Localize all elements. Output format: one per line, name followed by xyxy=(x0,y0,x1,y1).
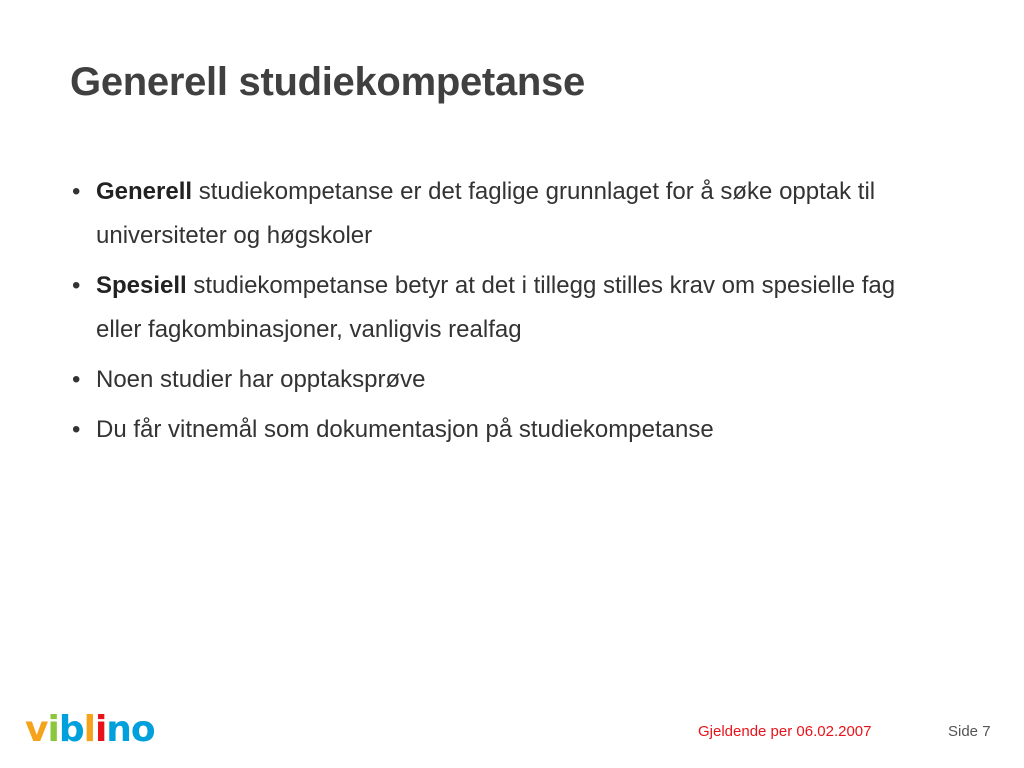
logo-letter: i xyxy=(47,709,59,750)
bullet-text: Noen studier har opptaksprøve xyxy=(96,366,426,393)
bullet-text: studiekompetanse er det faglige grunnlaget for å søke opptak til universiteter og høgskoler xyxy=(96,178,876,249)
bullet-item xyxy=(70,264,930,352)
bullet-dot: • xyxy=(72,178,81,205)
bullet-text: studiekompetanse betyr at det i tillegg stilles krav om spesielle fag eller fagkombinasjoner, vanligvis realfag xyxy=(96,272,896,343)
logo-letter: v xyxy=(25,709,48,750)
footer-date: Gjeldende per 06.02.2007 xyxy=(698,723,872,740)
bullet-dot: • xyxy=(72,366,81,393)
logo-letter: o xyxy=(130,709,155,750)
bullet-item xyxy=(70,408,930,452)
logo-letter: n xyxy=(106,709,131,750)
logo-letter: i xyxy=(94,709,107,750)
slide-title: Generell studiekompetanse xyxy=(70,60,585,104)
bullet-bold-text: Spesiell xyxy=(96,272,187,299)
bullet-text: Du får vitnemål som dokumentasjon på studiekompetanse xyxy=(96,416,714,443)
page-number: Side 7 xyxy=(948,723,991,740)
bullet-list xyxy=(70,170,930,458)
bullet-dot: • xyxy=(72,416,81,443)
viblino-logo xyxy=(25,708,155,752)
bullet-bold-text: Generell xyxy=(96,178,193,205)
logo-letter: l xyxy=(83,709,95,750)
bullet-item xyxy=(70,358,930,402)
bullet-item xyxy=(70,170,930,258)
logo-letter: b xyxy=(58,709,84,750)
bullet-dot: • xyxy=(72,272,81,299)
